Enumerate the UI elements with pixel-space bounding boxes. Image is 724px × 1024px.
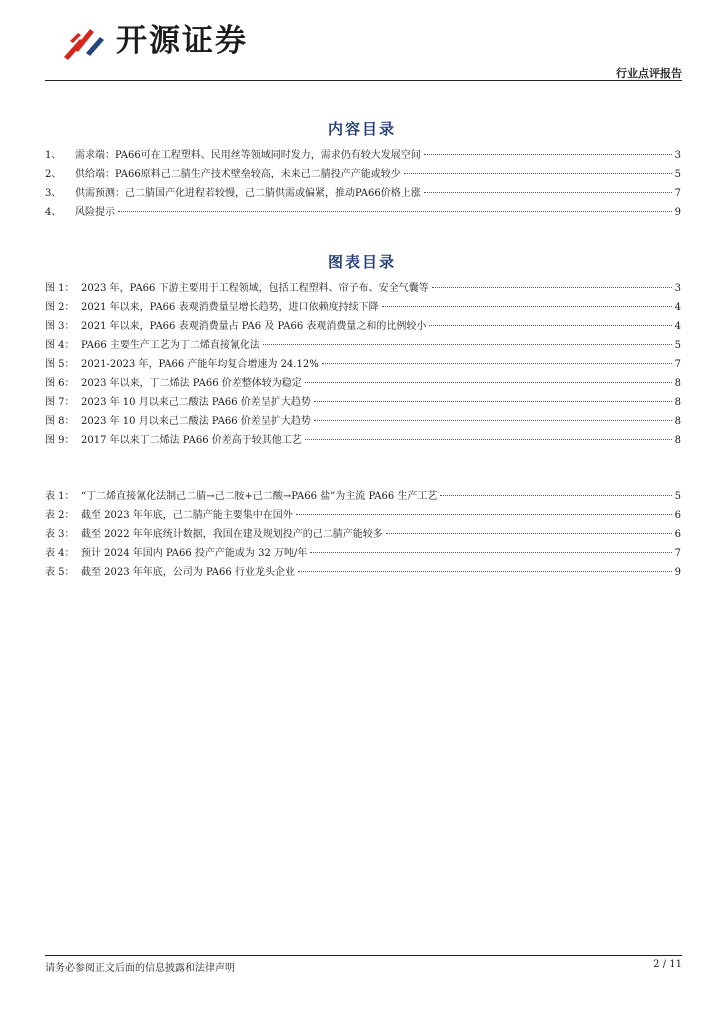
toc-entry-text: 截至 2022 年年底统计数据，我国在建及规划投产的己二腈产能较多 — [81, 529, 383, 540]
toc-leader-dots — [386, 533, 672, 534]
toc-leader-dots — [424, 192, 672, 193]
toc-entry[interactable] — [45, 525, 681, 544]
toc-leader-dots — [310, 552, 671, 553]
toc-entry[interactable] — [45, 506, 681, 525]
toc-entry-text: 2023 年 10 月以来己二酸法 PA66 价差呈扩大趋势 — [81, 397, 311, 408]
toc-entry-page: 5 — [674, 340, 681, 351]
toc-entry-number: 表 3： — [45, 529, 75, 540]
toc-leader-dots — [314, 401, 672, 402]
toc-entry-number: 图 4： — [45, 340, 75, 351]
toc-entry-page: 9 — [674, 207, 681, 218]
toc-leader-dots — [263, 344, 672, 345]
brand-logo — [60, 18, 248, 64]
report-type: 行业点评报告 — [616, 67, 682, 80]
toc-entry[interactable] — [45, 336, 681, 355]
toc-entry[interactable] — [45, 563, 681, 582]
toc-entry-number: 图 6： — [45, 378, 75, 389]
toc-leader-dots — [118, 211, 672, 212]
toc-entry-text: 2023 年，PA66 下游主要用于工程领域，包括工程塑料、帘子布、安全气囊等 — [81, 283, 429, 294]
toc-entry[interactable] — [45, 544, 681, 563]
toc-entry-number: 图 5： — [45, 359, 75, 370]
toc-entry-page: 4 — [674, 302, 681, 313]
toc-leader-dots — [305, 439, 672, 440]
toc-entry-text: PA66 主要生产工艺为丁二烯直接氰化法 — [81, 340, 260, 351]
toc-entry-text: 截至 2023 年年底，己二腈产能主要集中在国外 — [81, 510, 293, 521]
page-header — [45, 0, 682, 82]
toc-leader-dots — [429, 325, 671, 326]
toc-entry-number: 图 8： — [45, 416, 75, 427]
toc-entry-text: 2021-2023 年，PA66 产能年均复合增速为 24.12% — [81, 359, 319, 370]
toc-entry-text: 预计 2024 年国内 PA66 投产产能或为 32 万吨/年 — [81, 548, 308, 559]
toc-entry-text: 2017 年以来丁二烯法 PA66 价差高于较其他工艺 — [81, 435, 302, 446]
toc-entry-number: 图 1： — [45, 283, 75, 294]
toc-entry-number: 图 7： — [45, 397, 75, 408]
tables-list — [45, 487, 681, 582]
toc-leader-dots — [322, 363, 672, 364]
toc-entry-page: 3 — [674, 283, 681, 294]
toc-entry[interactable] — [45, 279, 681, 298]
footer-disclaimer: 请务必参阅正文后面的信息披露和法律声明 — [45, 963, 235, 974]
toc-entry[interactable] — [45, 355, 681, 374]
toc-entry-page: 6 — [674, 529, 681, 540]
toc-entry[interactable] — [45, 146, 681, 165]
toc-leader-dots — [432, 287, 672, 288]
header-divider — [45, 80, 682, 81]
toc-entry-page: 6 — [674, 510, 681, 521]
toc-entry-number: 表 1： — [45, 491, 75, 502]
toc-entry-number: 表 2： — [45, 510, 75, 521]
toc-entry-page: 4 — [674, 321, 681, 332]
toc-leader-dots — [440, 495, 671, 496]
toc-entry-text: 2023 年以来，丁二烯法 PA66 价差整体较为稳定 — [81, 378, 302, 389]
toc-entry[interactable] — [45, 165, 681, 184]
toc-entry-text: 需求端：PA66可在工程塑料、民用丝等领域同时发力，需求仍有较大发展空间 — [75, 150, 421, 161]
toc-entry-number: 表 5： — [45, 567, 75, 578]
toc-entry[interactable] — [45, 487, 681, 506]
toc-entry-text: 供给端：PA66原料己二腈生产技术壁垒较高，未来己二腈投产产能或较少 — [75, 169, 401, 180]
toc-entry-number: 图 9： — [45, 435, 75, 446]
toc-entry-text: 2021 年以来，PA66 表观消费量占 PA6 及 PA66 表观消费量之和的比例较小 — [81, 321, 427, 332]
toc-entry-page: 7 — [674, 548, 681, 559]
footer-divider — [45, 955, 682, 956]
toc-entry-text: 2023 年 10 月以来己二酸法 PA66 价差呈扩大趋势 — [81, 416, 311, 427]
contents-list — [45, 146, 681, 222]
toc-entry-text: 供需预测：己二腈国产化进程若较慢，己二腈供需或偏紧，推动PA66价格上涨 — [75, 188, 421, 199]
toc-entry-number: 表 4： — [45, 548, 75, 559]
toc-entry-page: 9 — [674, 567, 681, 578]
toc-entry-number: 4、 — [45, 207, 62, 218]
toc-leader-dots — [424, 154, 672, 155]
toc-entry[interactable] — [45, 184, 681, 203]
toc-entry-page: 5 — [674, 169, 681, 180]
toc-entry[interactable] — [45, 431, 681, 450]
toc-entry-number: 图 2： — [45, 302, 75, 313]
toc-entry-number: 1、 — [45, 150, 62, 161]
toc-entry-text: 风险提示 — [75, 207, 115, 218]
contents-title: 内容目录 — [327, 120, 396, 138]
toc-leader-dots — [382, 306, 672, 307]
toc-entry[interactable] — [45, 393, 681, 412]
toc-leader-dots — [298, 571, 672, 572]
toc-entry-page: 7 — [674, 359, 681, 370]
toc-entry-number: 2、 — [45, 169, 62, 180]
toc-leader-dots — [305, 382, 672, 383]
page-number: 2 / 11 — [653, 959, 682, 970]
toc-leader-dots — [296, 514, 672, 515]
figures-list — [45, 279, 681, 450]
brand-name: 开源证券 — [116, 22, 248, 59]
toc-entry-number: 3、 — [45, 188, 62, 199]
toc-entry[interactable] — [45, 298, 681, 317]
toc-entry-page: 5 — [674, 491, 681, 502]
toc-entry-page: 8 — [674, 397, 681, 408]
toc-entry[interactable] — [45, 374, 681, 393]
toc-entry-number: 图 3： — [45, 321, 75, 332]
toc-entry-page: 8 — [674, 378, 681, 389]
toc-entry-page: 7 — [674, 188, 681, 199]
figures-title: 图表目录 — [327, 253, 396, 271]
toc-entry[interactable] — [45, 203, 681, 222]
toc-entry-text: “丁二烯直接氰化法制己二腈→己二胺+己二酸→PA66 盐”为主流 PA66 生产工艺 — [81, 491, 438, 502]
toc-entry-page: 8 — [674, 416, 681, 427]
toc-entry-text: 截至 2023 年年底，公司为 PA66 行业龙头企业 — [81, 567, 295, 578]
toc-entry[interactable] — [45, 317, 681, 336]
kaiyuan-logo-icon — [60, 19, 108, 63]
toc-entry-page: 8 — [674, 435, 681, 446]
toc-entry[interactable] — [45, 412, 681, 431]
toc-entry-page: 3 — [674, 150, 681, 161]
toc-entry-text: 2021 年以来，PA66 表观消费量呈增长趋势，进口依赖度持续下降 — [81, 302, 379, 313]
toc-leader-dots — [314, 420, 672, 421]
toc-leader-dots — [404, 173, 672, 174]
